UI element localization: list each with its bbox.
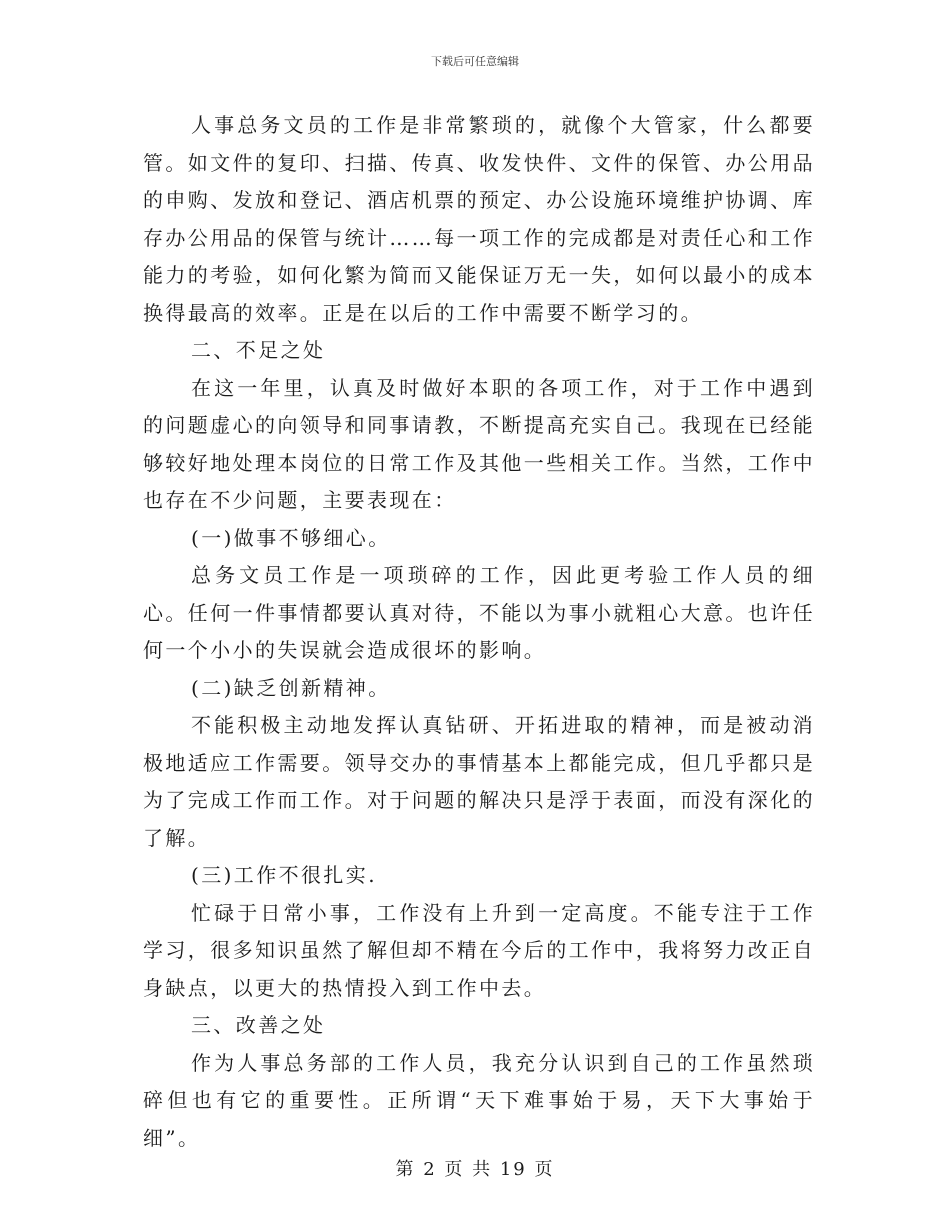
subheading-lack-innovation: (二)缺乏创新精神。 [191, 675, 391, 700]
paragraph-not-careful: 总务文员工作是一项琐碎的工作，因此更考验工作人员的细心。任何一件事情都要认真对待，不能以为事小就粗心大意。也许任何一个小小的失误就会造成很坏的影响。 [143, 563, 815, 662]
document-body [143, 107, 815, 1157]
paragraph-improvements: 作为人事总务部的工作人员，我充分认识到自己的工作虽然琐碎但也有它的重要性。正所谓“天下难事始于易，天下大事始于细”。 [143, 1050, 815, 1150]
paragraph-not-solid: 忙碌于日常小事，工作没有上升到一定高度。不能专注于工作学习，很多知识虽然了解但却不精在今后的工作中，我将努力改正自身缺点，以更大的热情投入到工作中去。 [143, 900, 815, 1000]
paragraph-shortcomings: 在这一年里，认真及时做好本职的各项工作，对于工作中遇到的问题虚心的向领导和同事请教，不断提高充实自己。我现在已经能够较好地处理本岗位的日常工作及其他一些相关工作。当然，工作中也存在不少问题，主要表现在： [143, 375, 815, 512]
page-header: 下载后可任意编辑 [431, 55, 519, 68]
paragraph-intro: 人事总务文员的工作是非常繁琐的，就像个大管家，什么都要管。如文件的复印、扫描、传真、收发快件、文件的保管、办公用品的申购、发放和登记、酒店机票的预定、办公设施环境维护协调、库存办公用品的保管与统计……每一项工作的完成都是对责任心和工作能力的考验，如何化繁为简而又能保证万无一失，如何以最小的成本换得最高的效率。正是在以后的工作中需要不断学习的。 [143, 113, 815, 325]
section-heading-improvements: 三、改善之处 [191, 1013, 326, 1037]
subheading-not-careful: (一)做事不够细心。 [191, 525, 391, 550]
section-heading-shortcomings: 二、不足之处 [191, 338, 326, 362]
page-footer: 第 2 页 共 19 页 [395, 1159, 555, 1180]
paragraph-lack-innovation: 不能积极主动地发挥认真钻研、开拓进取的精神，而是被动消极地适应工作需要。领导交办的事情基本上都能完成，但几乎都只是为了完成工作而工作。对于问题的解决只是浮于表面，而没有深化的了解。 [143, 713, 815, 850]
subheading-not-solid: (三)工作不很扎实. [191, 863, 377, 887]
